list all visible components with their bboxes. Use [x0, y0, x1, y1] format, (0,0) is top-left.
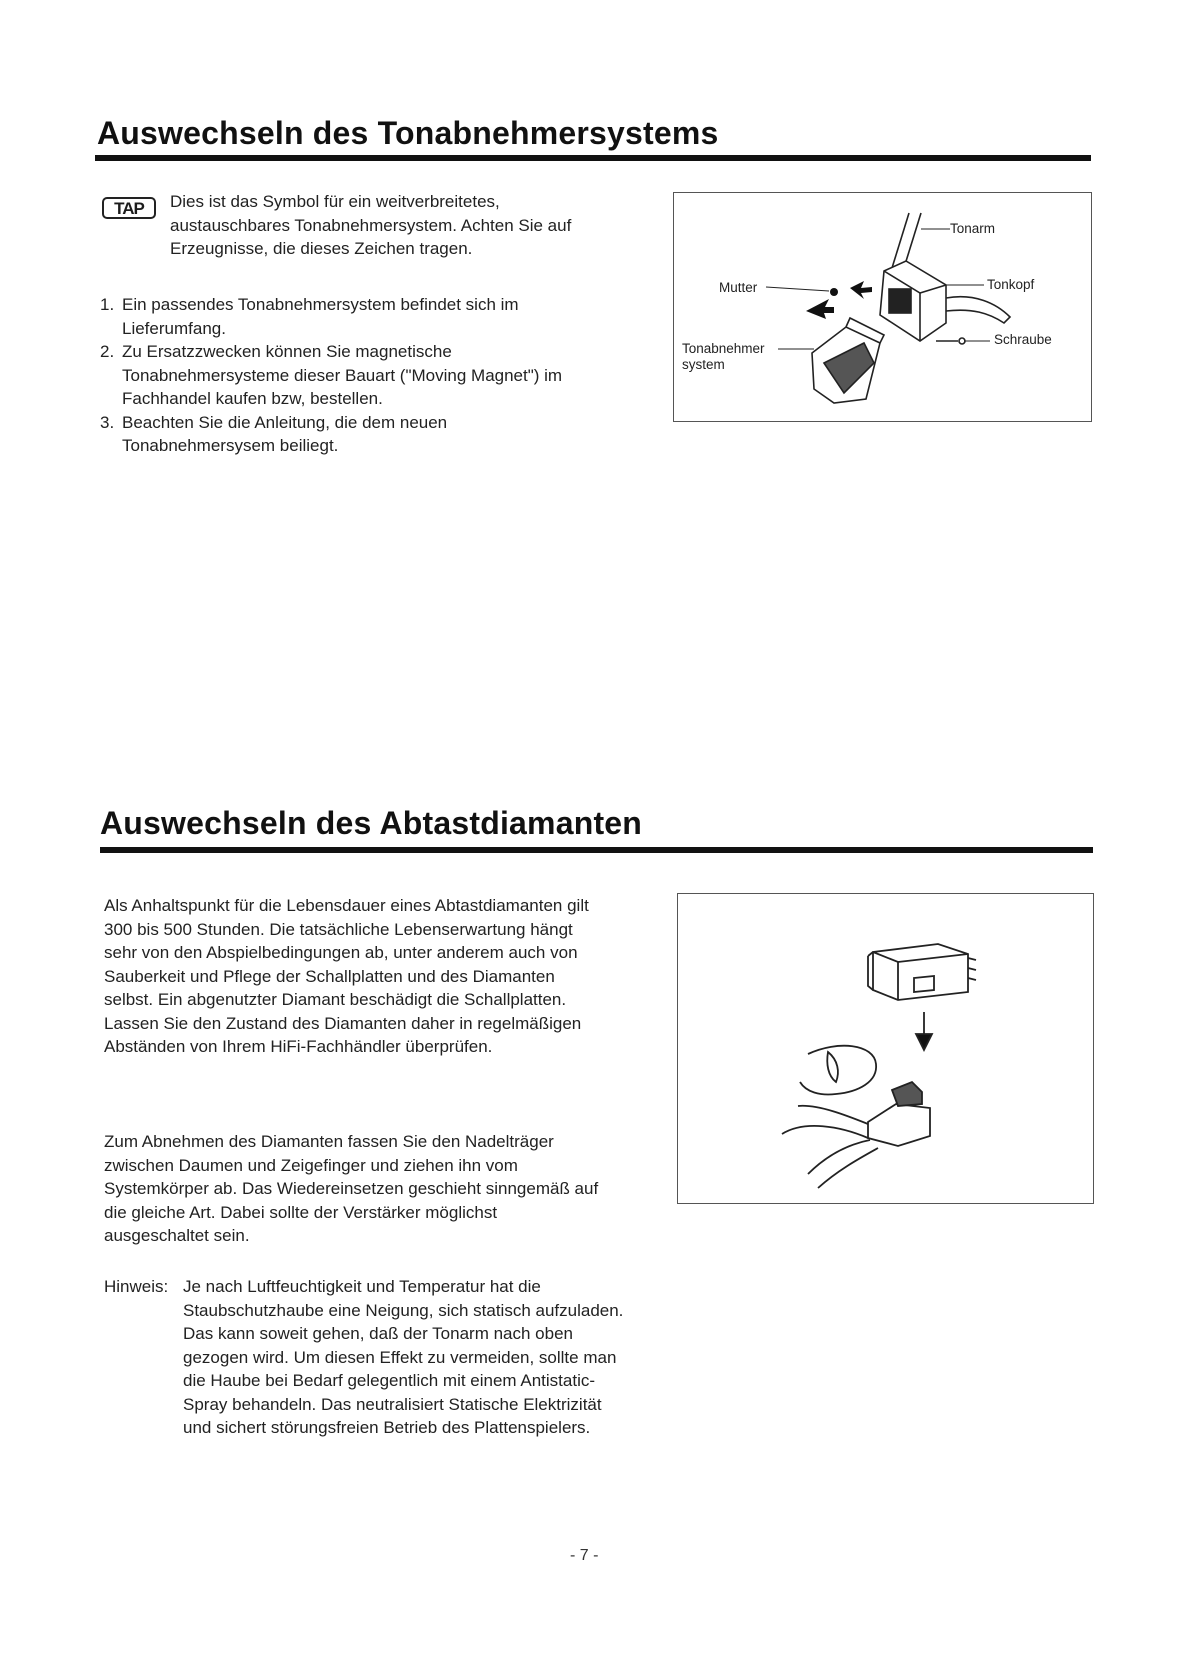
list-item: 2. Zu Ersatzzwecken können Sie magnetische Tonabnehmersysteme dieser Bauart ("Moving Magnet") im Fachhandel kaufen bzw, bestellen.: [100, 342, 563, 408]
section2-title: Auswechseln des Abtastdiamanten: [100, 805, 643, 841]
section1-title: Auswechseln des Tonabnehmersystems: [97, 115, 719, 151]
tap-symbol: TAP: [102, 197, 156, 219]
hint-label: Hinweis:: [104, 1277, 169, 1296]
stylus-removal-figure: [677, 893, 1094, 1204]
page-number: - 7 -: [570, 1547, 599, 1564]
section2-paragraph-1: Als Anhaltspunkt für die Lebensdauer eines Abtastdiamanten gilt 300 bis 500 Stunden. Die tatsächliche Lebenserwartung hängt sehr von den Abspielbedingungen ab, unter anderem auch von Sauberkeit und Pflege der Schallplatten und des Diamanten selbst. Ein abgenutzter Diamant beschädigt die Schallplatten. Lassen Sie den Zustand des Diamanten daher in regelmäßigen Abständen von Ihrem HiFi-Fachhändler überprüfen.: [104, 896, 589, 1056]
section2-paragraph-2: Zum Abnehmen des Diamanten fassen Sie den Nadelträger zwischen Daumen und Zeigefinger und ziehen ihn vom Systemkörper ab. Das Wiedereinsetzen geschieht sinngemäß auf die gleiche Art. Dabei sollte der Verstärker möglichst ausgeschaltet sein.: [104, 1132, 599, 1245]
label-tonabnehmer: Tonabnehmer: [682, 341, 765, 356]
label-mutter: Mutter: [719, 280, 758, 295]
label-tonkopf: Tonkopf: [987, 277, 1035, 292]
symbol-description: Dies ist das Symbol für ein weitverbreitetes, austauschbares Tonabnehmersystem. Achten Sie auf Erzeugnisse, die dieses Zeichen tragen.: [170, 192, 572, 258]
cartridge-mounting-figure: [673, 192, 1092, 422]
list-item: 3. Beachten Sie die Anleitung, die dem neuen Tonabnehmersysem beiliegt.: [100, 412, 448, 455]
label-system: system: [682, 357, 725, 372]
stylus-removal-illustration: [678, 894, 1093, 1203]
cartridge-mounting-illustration: [674, 193, 1091, 421]
label-tonarm: Tonarm: [950, 221, 996, 236]
section1-list: [100, 293, 595, 458]
section1-rule: [95, 155, 1091, 161]
section2-rule: [100, 847, 1093, 853]
hint-text: Je nach Luftfeuchtigkeit und Temperatur hat die Staubschutzhaube eine Neigung, sich statisch aufzuladen. Das kann soweit gehen, daß der Tonarm nach oben gezogen wird. Um diesen Effekt zu vermeiden, sollte man die Haube bei Bedarf gelegentlich mit einem Antistatic-Spray behandeln. Das neutralisiert Statische Elektrizität und sichert störungsfreien Betrieb des Plattenspielers.: [183, 1277, 624, 1437]
list-item: 1. Ein passendes Tonabnehmersystem befindet sich im Lieferumfang.: [100, 295, 519, 338]
hint-block: [104, 1275, 624, 1440]
label-schraube: Schraube: [994, 332, 1052, 347]
